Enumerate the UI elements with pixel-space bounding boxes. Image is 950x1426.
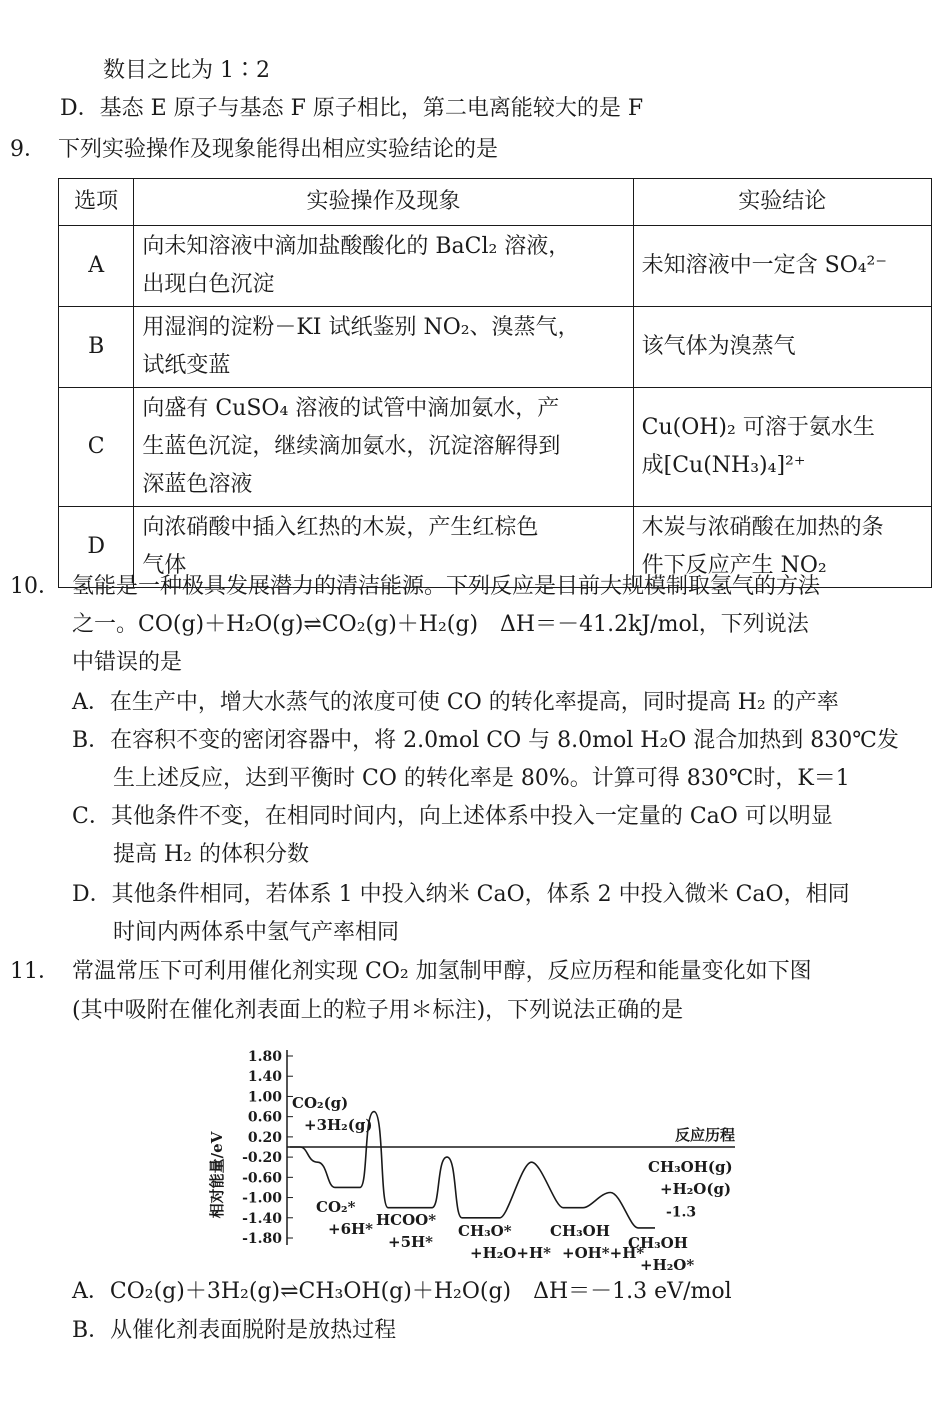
state-label: CO₂* (316, 1198, 356, 1216)
table-row (59, 307, 932, 388)
state-label: +H₂O* (640, 1256, 695, 1274)
y-tick-label: -0.20 (242, 1150, 282, 1167)
state-label: CH₃OH(g) (648, 1158, 733, 1176)
chart-ylabel: 相对能量/eV (208, 1131, 226, 1219)
chart-xlabel: 反应历程 (674, 1126, 735, 1144)
header-option: 选项 (59, 179, 134, 226)
q10-option-b: B．在容积不变的密闭容器中，将 2.0mol CO 与 8.0mol H₂O 混合加热到 830℃发 (72, 728, 899, 753)
q10-option-d: D．其他条件相同，若体系 1 中投入纳米 CaO，体系 2 中投入微米 CaO，相同 (72, 882, 850, 907)
q10-stem-line: 之一。CO(g)＋H₂O(g)⇌CO₂(g)＋H₂(g) ΔH＝－41.2kJ/mol，下列说法 (72, 612, 809, 637)
state-label: CH₃O* (458, 1222, 512, 1240)
state-label: +3H₂(g) (304, 1116, 373, 1134)
state-label: +6H* (328, 1220, 374, 1238)
prev-option-c-tail: 数目之比为 1∶2 (103, 58, 270, 83)
q11-number: 11． (10, 959, 60, 984)
row-option: A (59, 226, 134, 307)
op-line: 用湿润的淀粉－KI 试纸鉴别 NO₂、溴蒸气， (142, 315, 580, 340)
energy-profile-chart (200, 1040, 760, 1280)
state-label: HCOO* (376, 1211, 437, 1229)
row-conclusion (633, 388, 931, 507)
row-conclusion (633, 307, 931, 388)
q10-stem-line: 中错误的是 (72, 650, 183, 675)
y-tick-label: 1.40 (247, 1069, 282, 1086)
y-tick-label: 0.60 (247, 1109, 282, 1126)
q10-option-d-cont: 时间内两体系中氢气产率相同 (113, 920, 400, 945)
q10-option-a: A．在生产中，增大水蒸气的浓度可使 CO 的转化率提高，同时提高 H₂ 的产率 (72, 690, 839, 715)
y-tick-label: -1.00 (242, 1190, 282, 1207)
op-line: 深蓝色溶液 (142, 472, 253, 497)
q11-option-b: B．从催化剂表面脱附是放热过程 (72, 1318, 397, 1343)
y-tick-label: 1.00 (247, 1089, 282, 1106)
y-tick-label: -0.60 (242, 1170, 282, 1187)
op-line: 生蓝色沉淀，继续滴加氨水，沉淀溶解得到 (142, 434, 561, 459)
state-label: +H₂O+H* (470, 1244, 551, 1262)
y-tick-label: -1.80 (242, 1231, 282, 1247)
con-line: 该气体为溴蒸气 (641, 334, 796, 359)
con-line: 件下反应产生 NO₂ (641, 553, 827, 578)
row-conclusion (633, 226, 931, 307)
y-tick-label: -1.40 (242, 1210, 282, 1227)
state-label: CH₃OH (550, 1222, 610, 1240)
y-tick-label: 0.20 (247, 1129, 282, 1146)
state-label: CO₂(g) (292, 1094, 349, 1112)
q11-stem-line: 常温常压下可利用催化剂实现 CO₂ 加氢制甲醇，反应历程和能量变化如下图 (72, 959, 812, 984)
state-label: +5H* (388, 1233, 434, 1251)
q10-option-c: C．其他条件不变，在相同时间内，向上述体系中投入一定量的 CaO 可以明显 (72, 804, 833, 829)
con-line: 成[Cu(NH₃)₄]²⁺ (641, 453, 806, 478)
table-row (59, 388, 932, 507)
op-line: 气体 (142, 553, 187, 578)
table-header-row (59, 179, 932, 226)
row-option: D (59, 507, 134, 588)
q10-stem-line: 氢能是一种极具发展潜力的清洁能源。下列反应是目前大规模制取氢气的方法 (72, 574, 821, 599)
prev-option-d: D．基态 E 原子与基态 F 原子相比，第二电离能较大的是 F (60, 96, 644, 121)
q10-option-c-cont: 提高 H₂ 的体积分数 (113, 842, 309, 867)
op-line: 试纸变蓝 (142, 353, 231, 378)
y-tick-label: 1.80 (247, 1049, 282, 1065)
state-label: CH₃OH (628, 1234, 688, 1252)
q9-table (58, 178, 932, 588)
con-line: 未知溶液中一定含 SO₄²⁻ (641, 253, 887, 278)
op-line: 向未知溶液中滴加盐酸酸化的 BaCl₂ 溶液， (142, 234, 571, 259)
q9-number: 9． (10, 137, 46, 162)
row-operation (134, 307, 633, 388)
op-line: 出现白色沉淀 (142, 272, 275, 297)
row-operation (134, 388, 633, 507)
row-option: B (59, 307, 134, 388)
state-label: +H₂O(g) (660, 1180, 732, 1198)
row-operation (134, 226, 633, 307)
header-operation: 实验操作及现象 (134, 179, 633, 226)
q10-option-b-cont: 生上述反应，达到平衡时 CO 的转化率是 80%。计算可得 830℃时，K＝1 (113, 766, 850, 791)
state-label: +OH*+H* (562, 1244, 645, 1262)
row-option: C (59, 388, 134, 507)
op-line: 向盛有 CuSO₄ 溶液的试管中滴加氨水，产 (142, 396, 560, 421)
q11-option-a: A．CO₂(g)＋3H₂(g)⇌CH₃OH(g)＋H₂O(g) ΔH＝－1.3 eV/mol (72, 1279, 732, 1304)
chart-annotation: -1.3 (666, 1204, 697, 1221)
con-line: 木炭与浓硝酸在加热的条 (641, 515, 884, 540)
q9-stem: 下列实验操作及现象能得出相应实验结论的是 (58, 137, 499, 162)
op-line: 向浓硝酸中插入红热的木炭，产生红棕色 (142, 515, 539, 540)
table-row (59, 226, 932, 307)
q11-stem-line: (其中吸附在催化剂表面上的粒子用＊标注)，下列说法正确的是 (72, 998, 684, 1023)
con-line: Cu(OH)₂ 可溶于氨水生 (641, 415, 875, 440)
header-conclusion: 实验结论 (633, 179, 931, 226)
q10-number: 10． (10, 574, 60, 599)
